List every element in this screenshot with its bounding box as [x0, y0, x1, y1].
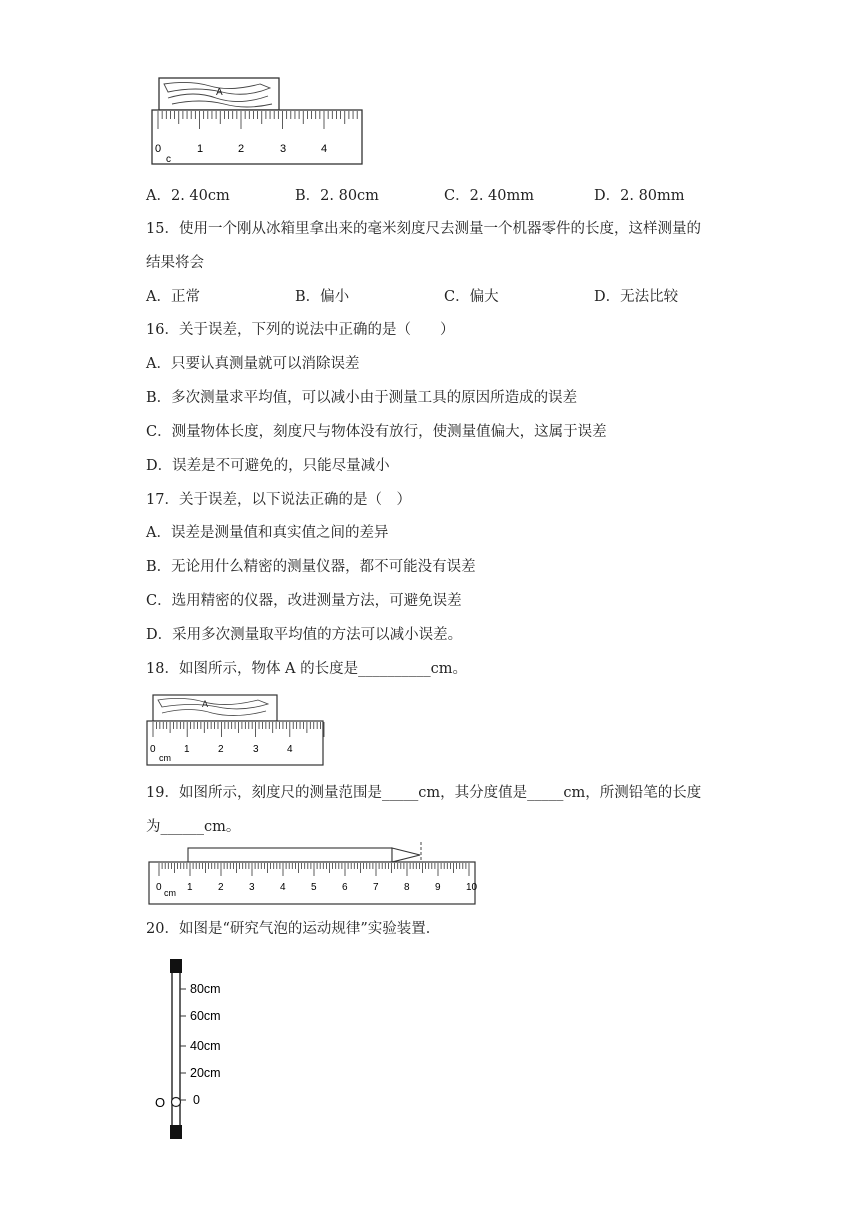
q20-stem: 20．如图是“研究气泡的运动规律”实验装置． [146, 921, 441, 937]
bubble-label: O [155, 1095, 166, 1110]
q19-stem-line2: 为______cm。 [146, 819, 241, 835]
q17-stem: 17．关于误差，以下说法正确的是（ ） [146, 492, 411, 508]
q19-ruler-figure [148, 842, 478, 904]
q18-ruler-figure [146, 694, 326, 766]
q14-option-b: B．2. 80cm [295, 188, 379, 204]
ruler-label: 0 [156, 882, 162, 893]
ruler-label: 9 [435, 882, 441, 893]
ruler-label: 2 [218, 882, 224, 893]
ruler-unit: c [166, 154, 171, 165]
wood-block-a [159, 78, 279, 110]
q15-option-c: C．偏大 [444, 289, 499, 305]
ruler-label: 3 [253, 744, 259, 755]
ruler-label: 4 [280, 882, 286, 893]
ruler-label: 4 [321, 143, 328, 155]
ruler-unit: cm [164, 888, 176, 898]
block-label: A [216, 87, 223, 98]
ruler-label: 1 [187, 882, 193, 893]
q18-stem: 18．如图所示，物体 A 的长度是__________cm。 [146, 661, 468, 677]
ruler-label: 6 [342, 882, 348, 893]
q20-tube-figure [148, 955, 268, 1145]
scale-label: 20cm [190, 1066, 221, 1080]
q19-stem-line1: 19．如图所示，刻度尺的测量范围是_____cm，其分度值是_____cm，所测铅笔的长度 [146, 785, 702, 801]
ruler-label: 1 [197, 143, 204, 155]
block-label: A [202, 699, 209, 709]
scale-label: 40cm [190, 1039, 221, 1053]
air-bubble [172, 1098, 181, 1107]
scale-label: 0 [193, 1093, 200, 1107]
q17-option-a: A．误差是测量值和真实值之间的差异 [146, 525, 389, 541]
q14-option-a: A．2. 40cm [146, 188, 230, 204]
ruler-label: 2 [218, 744, 224, 755]
q15-option-d: D．无法比较 [594, 289, 679, 305]
ruler-label: 2 [238, 143, 245, 155]
ruler-body [152, 110, 362, 164]
q16-stem: 16．关于误差，下列的说法中正确的是（ ） [146, 322, 455, 338]
ruler-label: 4 [287, 744, 293, 755]
q16-option-d: D．误差是不可避免的，只能尽量减小 [146, 458, 390, 474]
q15-stem-line2: 结果将会 [146, 255, 204, 271]
q14-ruler-figure [150, 76, 370, 165]
ruler-label: 0 [155, 143, 162, 155]
q17-option-c: C．选用精密的仪器，改进测量方法，可避免误差 [146, 593, 462, 609]
q16-option-c: C．测量物体长度，刻度尺与物体没有放行，使测量值偏大，这属于误差 [146, 424, 607, 440]
q16-option-a: A．只要认真测量就可以消除误差 [146, 356, 360, 372]
ruler-label: 5 [311, 882, 317, 893]
q15-option-a: A．正常 [146, 289, 200, 305]
ruler-label: 1 [184, 744, 190, 755]
scale-label: 80cm [190, 982, 221, 996]
ruler-label: 10 [466, 882, 478, 893]
q16-option-b: B．多次测量求平均值，可以减小由于测量工具的原因所造成的误差 [146, 390, 578, 406]
ruler-unit: cm [159, 753, 171, 763]
ruler-label: 8 [404, 882, 410, 893]
q17-option-b: B．无论用什么精密的测量仪器，都不可能没有误差 [146, 559, 476, 575]
ruler-label: 3 [280, 143, 287, 155]
q14-option-c: C．2. 40mm [444, 188, 534, 204]
q17-option-d: D．采用多次测量取平均值的方法可以减小误差。 [146, 627, 463, 643]
glass-tube [170, 959, 182, 1139]
ruler-label: 0 [150, 744, 156, 755]
q15-option-b: B．偏小 [295, 289, 350, 305]
q15-stem-line1: 15．使用一个刚从冰箱里拿出来的毫米刻度尺去测量一个机器零件的长度，这样测量的 [146, 221, 701, 237]
ruler-label: 7 [373, 882, 379, 893]
wood-block-a [153, 695, 277, 721]
ruler-label: 3 [249, 882, 255, 893]
scale-label: 60cm [190, 1009, 221, 1023]
q14-option-d: D．2. 80mm [594, 188, 685, 204]
